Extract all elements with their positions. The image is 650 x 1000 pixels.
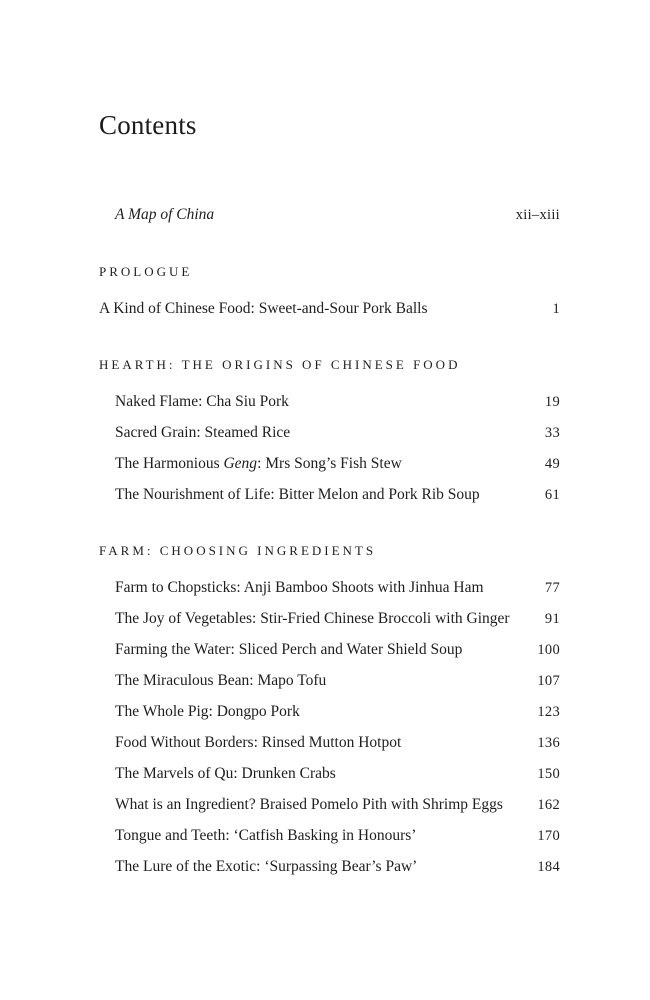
toc-entry-page: 107 <box>537 673 560 689</box>
toc-entry[interactable] <box>0 421 650 445</box>
toc-entry-page: 1 <box>552 301 560 317</box>
toc-entry[interactable] <box>0 452 650 476</box>
toc-entry[interactable] <box>0 793 650 817</box>
toc-entry-label: A Kind of Chinese Food: Sweet-and-Sour Pork Balls <box>99 300 428 317</box>
toc-entry-page: 91 <box>544 611 560 627</box>
toc-entry[interactable] <box>0 731 650 755</box>
toc-entry-page: 136 <box>537 735 560 751</box>
toc-entry[interactable] <box>0 762 650 786</box>
section-heading-hearth: HEARTH: THE ORIGINS OF CHINESE FOOD <box>99 357 461 372</box>
toc-entry-page: 100 <box>537 642 560 658</box>
toc-entry-label: Farming the Water: Sliced Perch and Water Shield Soup <box>115 641 463 658</box>
toc-entry[interactable] <box>0 390 650 414</box>
toc-entry[interactable] <box>0 607 650 631</box>
toc-entry-page: 33 <box>544 425 560 441</box>
toc-entry-label-pre: The Harmonious <box>115 455 224 472</box>
toc-entry[interactable] <box>0 576 650 600</box>
toc-entry-page: 123 <box>537 704 560 720</box>
toc-entry-label: The Joy of Vegetables: Stir-Fried Chinese Broccoli with Ginger <box>115 610 510 627</box>
toc-entry-page: xii–xiii <box>515 207 560 223</box>
toc-entry-page: 19 <box>544 394 560 410</box>
toc-entry-label-emphasis: Geng <box>223 455 258 472</box>
toc-entry-label: The Whole Pig: Dongpo Pork <box>115 703 300 720</box>
toc-entry[interactable] <box>0 855 650 879</box>
section-heading-farm: FARM: CHOOSING INGREDIENTS <box>99 543 377 558</box>
toc-entry-label: A Map of China <box>115 206 215 223</box>
toc-entry-page: 150 <box>537 766 560 782</box>
toc-entry-label: Food Without Borders: Rinsed Mutton Hotpot <box>115 734 402 751</box>
toc-entry-page: 184 <box>537 859 560 875</box>
toc-entry-label <box>115 452 402 476</box>
toc-entry[interactable] <box>0 297 650 321</box>
toc-entry[interactable] <box>0 638 650 662</box>
toc-entry-label: The Nourishment of Life: Bitter Melon and Pork Rib Soup <box>115 486 480 503</box>
toc-entry-label: The Miraculous Bean: Mapo Tofu <box>115 672 327 689</box>
toc-entry-page: 162 <box>537 797 560 813</box>
toc-entry-page: 170 <box>537 828 560 844</box>
toc-entry[interactable] <box>0 824 650 848</box>
toc-entry-label: Sacred Grain: Steamed Rice <box>115 424 291 441</box>
toc-entry[interactable] <box>0 669 650 693</box>
toc-entry-label: Farm to Chopsticks: Anji Bamboo Shoots with Jinhua Ham <box>115 579 484 596</box>
toc-entry-page: 77 <box>544 580 560 596</box>
section-heading-prologue: PROLOGUE <box>99 264 193 279</box>
toc-entry-page: 61 <box>544 487 560 503</box>
page-title: Contents <box>99 110 197 140</box>
toc-entry-page: 49 <box>544 456 560 472</box>
toc-entry-label: Tongue and Teeth: ‘Catfish Basking in Honours’ <box>115 827 417 844</box>
toc-entry-label: What is an Ingredient? Braised Pomelo Pith with Shrimp Eggs <box>115 796 503 813</box>
toc-entry-label: Naked Flame: Cha Siu Pork <box>115 393 289 410</box>
toc-entry-label-post: : Mrs Song’s Fish Stew <box>257 455 402 472</box>
toc-entry-map-of-china[interactable] <box>0 203 650 227</box>
toc-entry[interactable] <box>0 700 650 724</box>
toc-entry-label: The Lure of the Exotic: ‘Surpassing Bear’s Paw’ <box>115 858 418 875</box>
toc-entry[interactable] <box>0 483 650 507</box>
toc-entry-label: The Marvels of Qu: Drunken Crabs <box>115 765 336 782</box>
